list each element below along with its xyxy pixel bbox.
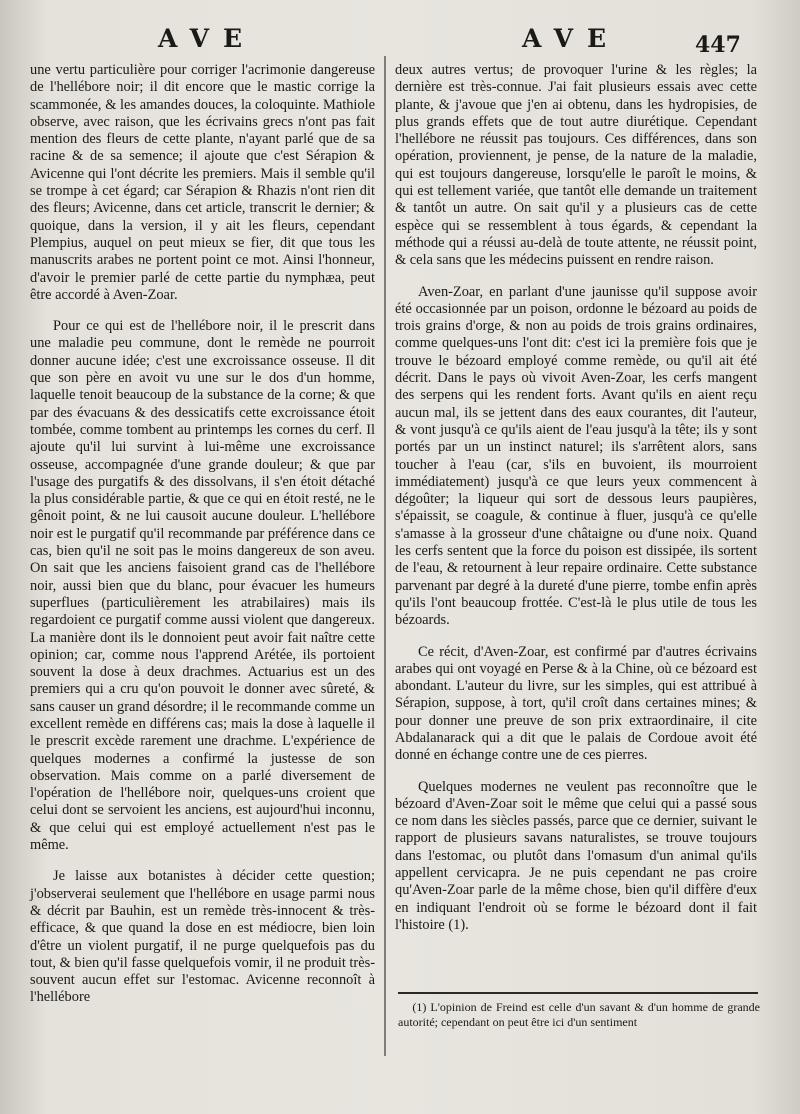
paragraph: Aven-Zoar, en parlant d'une jaunisse qu'il suppose avoir été occasionnée par un poison, ordonne le bézoard au poids de trois grains d'orge, & non au poids de trois grains ordinaires, comme quelques-uns l'ont dit: c'est ici la première fois que je trouve le bézoard employé comme remède, ou qu'il ait été décrit. Dans le pays où vivoit Aven-Zoar, les cerfs mangent des serpens qui les rendent forts. Avant qu'ils en aient reçu aucun mal, ils se jettent dans des eaux courantes, dit l'auteur, & vont jusqu'à ce qu'ils aient de l'eau jusqu'à la tête; ils y sont portés par un un instinct naturel; ils s'arrêtent alors, sans toucher à l'eau (car, s'ils en buvoient, ils mourroient immédiatement) jusqu'à ce que leurs yeux commencent à dégoûter; la liqueur qui sort de dessous leurs paupières, s'épaissit, se coagule, & continue à fluer, jusqu'à ce qu'elle s'amasse à la grosseur d'une châtaigne ou d'une noix. Quand les cerfs sentent que la force du poison est dissipée, ils sortent de l'eau, & retournent à leur repaire ordinaire. Cette substance parvenant par degré à la dureté d'une pierre, tombe enfin après qu'ils l'ont beaucoup frottée. C'est-là le plus utile de tous les bézoards.: [395, 283, 757, 629]
paragraph: une vertu particulière pour corriger l'acrimonie dangereuse de l'hellébore noir; il dit encore que le mastic corrige la scammonée, & les amandes douces, la coloquinte. Mathiole observe, avec raison, que les écrivains grecs n'ont pas fait mention des fleurs de cette plante, n'ayant parlé que de sa racine & de sa semence; il ajoute que c'est Sérapion & Avicenne qui l'ont décrite les premiers. Mais il semble qu'il se trompe à cet égard; car Sérapion & Rhazis n'ont rien dit des fleurs; Avicenne, dans cet article, transcrit le dernier; & quoique, dans la version, il y ait les fleurs, cependant Plempius, auquel on peut mieux se fier, dit que tous les manuscrits arabes ne portent point ce mot. Ainsi l'honneur, d'avoir le premier parlé de cette partie du nymphæa, peut être accordé à Aven-Zoar.: [30, 62, 375, 303]
running-head-right: AVE: [522, 24, 621, 53]
paragraph: Je laisse aux botanistes à décider cette question; j'observerai seulement que l'hellébore en usage parmi nous & décrit par Bauhin, est un remède très-innocent & très-efficace, & que quand la dose en est médiocre, bien loin d'être un violent purgatif, il ne purge quelquefois pas du tout, & bien qu'il fasse quelquefois vomir, il ne produit très-souvent aucun effet sur l'estomac. Avicenne reconnoît à l'hellébore: [30, 868, 375, 1006]
column-divider: [384, 56, 386, 1056]
footnote-rule: [398, 992, 758, 994]
paragraph: Ce récit, d'Aven-Zoar, est confirmé par d'autres écrivains arabes qui ont voyagé en Perse & à la Chine, où ce bézoard est abondant. L'auteur du livre, sur les simples, qui est attribué à Sérapion, suppose, à tort, qu'il croît dans certaines mines; & pour donner une preuve de son prix extraordinaire, il cite Abdalanarack qui a dit que le palais de Cordoue avoit été donné en échange contre une de ces pierres.: [395, 643, 757, 764]
paragraph: Quelques modernes ne veulent pas reconnoître que le bézoard d'Aven-Zoar soit le même que celui qui a passé sous ce nom dans les siècles passés, parce que ce dernier, suivant le rapport de plusieurs savans naturalistes, se trouve toujours dans l'estomac, ou plutôt dans l'omasum d'un animal qu'ils appellent cervicapra. Je ne puis cependant ne pas croire qu'Aven-Zoar parle de la même chose, bien qu'il diffère d'eux en indiquant l'endroit où se forme le bézoard dont il fait l'histoire (1).: [395, 778, 757, 933]
left-column: [30, 62, 375, 1021]
paragraph: Pour ce qui est de l'hellébore noir, il le prescrit dans une maladie peu commune, dont le remède ne pourroit donner aucune idée; c'est une excroissance osseuse. Il dit que son père en avoit vu une sur le dos d'un homme, laquelle tenoit beaucoup de la substance de la corne; & que par des évacuans & des dessicatifs cette excroissance étoit tombée, comme tombent au printemps les cornes du cerf. Il ajoute qu'il lui survint à lui-même une excroissance osseuse, accompagnée d'une grande douleur; & que par l'usage des purgatifs & des dissolvans, il s'en étoit détaché la plus considérable partie, & que ce qui en étoit resté, ne le gênoit point, & ne lui causoit aucune douleur. L'hellébore noir est le purgatif qu'il recommande par préférence dans ce cas, bien qu'il ne soit pas le moins dangereux de son aveu. On sait que les anciens faisoient grand cas de l'hellébore noir, aussi bien que du blanc, pour évacuer les humeurs superflues (particulièrement les atrabilaires) mais ils regardoient ce purgatif comme aussi violent que dangereux. La manière dont ils le donnoient peut avoir fait naître cette opinion; car, comme nous l'apprend Arétée, ils portoient souvent la dose à deux drachmes. Actuarius est un des premiers qui a cru qu'on pouvoit le donner avec sûreté, & sans causer un grand désordre; il le recommande comme un excellent remède en différens cas; mais la dose à laquelle il le prescrit excède rarement une drachme. L'expérience de quelques modernes a confirmé la justesse de son observation. Mais comme on a parlé diversement de l'opération de l'hellébore noir, quelques-uns croient que celui dont se servoient les anciens, est aujourd'hui inconnu, & que celui qui est employé actuellement n'est pas le même.: [30, 318, 375, 854]
page-number: 447: [695, 32, 741, 58]
right-column: [395, 62, 757, 948]
footnote: (1) L'opinion de Freind est celle d'un savant & d'un homme de grande autorité; cependant on peut être ici d'un sentiment: [398, 1000, 760, 1029]
page-header: [0, 24, 800, 56]
running-head-left: AVE: [158, 24, 257, 53]
paragraph: deux autres vertus; de provoquer l'urine & les règles; la dernière est très-connue. J'ai fait plusieurs essais avec cette plante, & j'avoue que j'en ai obtenu, dans les hydropisies, de plus grands effets que de tout autre diurétique. Cependant l'hellébore ne réussit pas toujours. Ces différences, dans son opération, proviennent, je pense, de la nature de la maladie, qui est toujours dangereuse, lorsqu'elle le paroît le moins, & qui est tellement variée, que tantôt elle demande un traitement & tantôt un autre. On sait qu'il y a plusieurs cas de cette espèce qui se ressemblent à tous égards, & cependant la méthode qui a réussi au-delà de toute attente, ne réussit point, & cela sans que les médecins puissent en rendre raison.: [395, 62, 757, 269]
